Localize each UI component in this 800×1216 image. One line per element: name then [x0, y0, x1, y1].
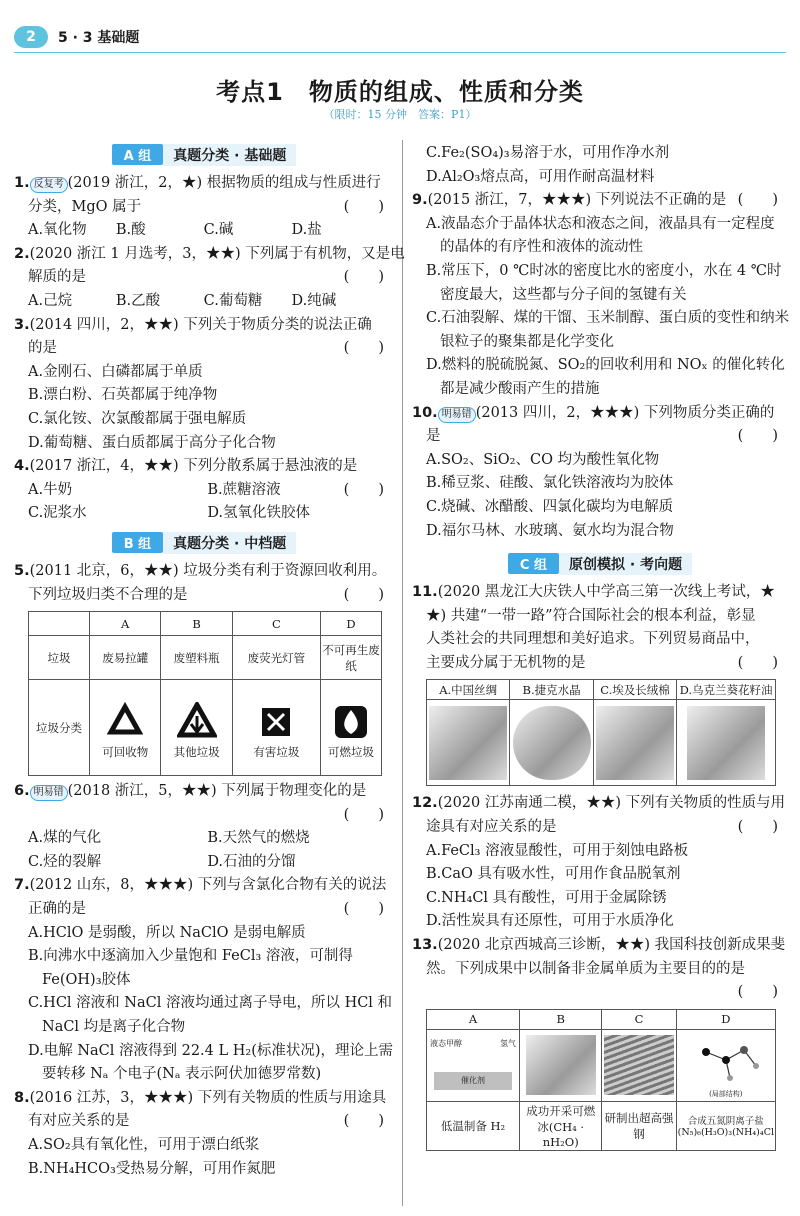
option: C.碱 [203, 222, 234, 239]
option: A.氧化物 [28, 222, 87, 239]
silk-photo [429, 706, 507, 780]
tag-error-prone: 明易错 [438, 407, 476, 423]
option: D.盐 [291, 222, 322, 239]
question-9: 9.(2015 浙江，7，★★★) 下列说法不正确的是 ( ) A.液晶态介于晶体状态和液态之间，液晶具有一定程度 的晶体的有序性和液体的流动性 B.常压下，0 ℃时冰的密度比水的密度小，水在 4 ℃时 密度最大，这些都与分子间的氢键有关 C.石油裂解、煤的干馏、玉米制醇、蛋白质的变性和纳米 银粒子的聚集都是化学变化 D.燃料的脱硫脱氮、SO₂的回收利用和 NOₓ 的催化转化 都是减少酸雨产生的措施 [412, 192, 790, 397]
group-a-header [14, 144, 394, 166]
page-number: 2 [14, 26, 48, 48]
question-5: 5.(2011 北京，6，★★) 垃圾分类有利于资源回收利用。 下列垃圾归类不合理的是 ( ) A B C D 垃圾 废易拉罐 废塑料瓶 废荧光灯管 不可再生废纸 垃圾分类 可回收物 其他垃圾 有害垃圾 可燃垃圾 [14, 560, 394, 776]
question-3: 3.(2014 四川，2，★★) 下列关于物质分类的说法正确 的是 ( ) A.金刚石、白磷都属于单质 B.漂白粉、石英都属于纯净物 C.氯化铵、次氯酸都属于强电解质 D.葡萄糖、蛋白质都属于高分子化合物 [14, 316, 384, 451]
crystal-photo [513, 706, 591, 780]
trade-goods-table: A.中国丝绸 B.捷克水晶 C.埃及长绒棉 D.乌克兰葵花籽油 [426, 679, 776, 786]
series-label: 5 · 3 基础题 [58, 30, 140, 46]
group-c-header [412, 553, 788, 575]
recycle-icon [105, 702, 145, 742]
question-7: 7.(2012 山东，8，★★★) 下列与含氯化合物有关的说法 正确的是 ( ) A.HClO 是弱酸，所以 NaClO 是弱电解质 B.向沸水中逐滴加入少量饱和 FeCl₃ 溶液，可制得 Fe(OH)₃胶体 C.HCl 溶液和 NaCl 溶液均通过离子导电，所以 HCl 和 NaCl 均是离子化合物 D.电解 NaCl 溶液得到 22.4 L H₂(标准状况)，理论上需 要转移 Nₐ 个电子(Nₐ 表示阿伏加德罗常数) [14, 877, 394, 1083]
hazardous-waste-icon [256, 702, 296, 742]
page-header [0, 0, 800, 62]
group-c-badge: C 组 [508, 553, 559, 574]
question-11: 11.(2020 黑龙江大庆铁人中学高三第一次线上考试，★ ★) 共建“一带一路”符合国际社会的根本利益，彰显 人类社会的共同理想和美好追求。下列贸易商品中， 主要成分属于无机物的是 ( ) A.中国丝绸 B.捷克水晶 C.埃及长绒棉 D.乌克兰葵花籽油 [412, 581, 788, 786]
question-8: 8.(2016 江苏，3，★★★) 下列有关物质的性质与用途具 有对应关系的是 ( ) A.SO₂具有氧化性，可用于漂白纸浆 B.NH₄HCO₃受热易分解，可用作氮肥 [14, 1089, 387, 1177]
question-4: 4.(2017 浙江，4，★★) 下列分散系属于悬浊液的是 ( ) A.牛奶 B.蔗糖溶液 C.泥浆水 D.氢氧化铁胶体 [14, 458, 384, 522]
group-c-title: 原创模拟 · 考向题 [559, 553, 692, 575]
option: B.酸 [115, 222, 146, 239]
sunflower-oil-photo [687, 706, 765, 780]
header-rule [14, 52, 786, 53]
question-1: 1. 反复考 (2019 浙江，2，★) 根据物质的组成与性质进行 分类，MgO 属于 ( ) A.氧化物 B.酸 C.碱 D.盐 [14, 172, 394, 243]
time-limit-note: （限时：15 分钟 答案：P1） [323, 108, 477, 121]
catalyst-diagram: 液态甲醇 氢气 催化剂 [428, 1034, 518, 1096]
group-a-title: 真题分类 · 基础题 [163, 144, 296, 166]
question-13: 13.(2020 北京西城高三诊断，★★) 我国科技创新成果斐 然。下列成果中以制备非金属单质为主要目的的是 ( ) A B C D 液态甲醇 氢气 催化剂 (局部结构) 低温制备 H₂ 成功开采可燃冰(CH₄ · nH₂O) 研制出超高强钢 合成五氮阴离子盐(N₅)₆(H₃O)₃(NH₄)₄Cl [412, 937, 786, 1149]
waste-classification-table: A B C D 垃圾 废易拉罐 废塑料瓶 废荧光灯管 不可再生废纸 垃圾分类 可回收物 其他垃圾 有害垃圾 可燃垃圾 [28, 611, 382, 776]
steel-photo [604, 1035, 674, 1095]
group-a-badge: A 组 [112, 144, 164, 165]
column-divider [402, 140, 403, 1206]
other-waste-icon [177, 702, 217, 742]
question-12: 12.(2020 江苏南通二模，★★) 下列有关物质的性质与用 途具有对应关系的是 ( ) A.FeCl₃ 溶液显酸性，可用于刻蚀电路板 B.CaO 具有吸水性，可用作食品脱氧剂 C.NH₄Cl 具有酸性，可用于金属除锈 D.活性炭具有还原性，可用于水质净化 [412, 795, 786, 930]
group-b-title: 真题分类 · 中档题 [163, 532, 296, 554]
question-2: 2.(2020 浙江 1 月选考，3，★★) 下列属于有机物，又是电 解质的是 ( ) A.己烷 B.乙酸 C.葡萄糖 D.纯碱 [14, 245, 405, 309]
question-10: 10. 明易错 (2013 四川，2，★★★) 下列物质分类正确的 是 ( ) A.SO₂、SiO₂、CO 均为酸性氧化物 B.稀豆浆、硅酸、氯化铁溶液均为胶体 C.烧碱、冰醋酸、四氯化碳均为电解质 D.福尔马林、水玻璃、氨水均为混合物 [412, 404, 778, 539]
group-b-header [14, 532, 394, 554]
page-title: 考点1 物质的组成、性质和分类 [216, 78, 584, 106]
left-column [14, 138, 405, 1181]
group-b-badge: B 组 [112, 532, 163, 553]
question-6: 6. 明易错 (2018 浙江，5，★★) 下列属于物理变化的是 ( ) A.煤的气化 B.天然气的燃烧 C.烃的裂解 D.石油的分馏 [14, 783, 384, 870]
combustible-ice-photo [526, 1035, 596, 1095]
molecule-structure-icon [686, 1032, 766, 1086]
tag-error-prone: 明易错 [30, 785, 68, 801]
right-column: C.Fe₂(SO₄)₃易溶于水，可用作净水剂 D.Al₂O₃熔点高，可用作耐高温材料 9.(2015 浙江，7，★★★) 下列说法不正确的是 ( ) A.液晶态介于晶体状态和液态之间，液晶具有一定程度 的晶体的有序性和液体的流动性 B.常压下，0 ℃时冰的密度比水的密度小，水在 4 ℃时 密度最大，这些都与分子间的氢键有关 C.石油裂解、煤的干馏、玉米制醇、蛋白质的变性和纳米 银粒子的聚集都是化学变化 D.燃料的脱硫脱氮、SO₂的回收利用和 NOₓ 的催化转化 都是减少酸雨产生的措施 10. 明易错 (2013 四川，2，★★★) 下列物质分类正确的 是 ( ) A.SO₂、SiO₂、CO 均为酸性氧化物 B.稀豆浆、硅酸、氯化铁溶液均为胶体 C.烧碱、冰醋酸、四氯化碳均为电解质 D.福尔马林、水玻璃、氨水均为混合物 C 组 原创模拟 · 考向题 11.(2020 黑龙江大庆铁人中学高三第一次线上考试，★ ★) 共建“一带一路”符合国际社会的根本利益，彰显 人类社会的共同理想和美好追求。下列贸易商品中， 主要成分属于无机物的是 ( ) A.中国丝绸 B.捷克水晶 C.埃及长绒棉 D.乌克兰葵花籽油 12.(2020 江苏南通二模，★★) 下列有关物质的性质与用 途具有对应关系的是 ( ) A.FeCl₃ 溶液显酸性，可用于刻蚀电路板 B.CaO 具有吸水性，可用作食品脱氧剂 C.NH₄Cl 具有酸性，可用于金属除锈 D.活性炭具有还原性，可用于水质净化 13.(2020 北京西城高三诊断，★★) 我国科技创新成果斐 然。下列成果中以制备非金属单质为主要目的的是 ( ) A B C D 液态甲醇 氢气 催化剂 (局部结构) 低温制备 H₂ 成功开采可燃冰(CH₄ · nH₂O) 研制出超高强钢 合成五氮阴离子盐(N₅)₆(H₃O)₃(NH₄)₄Cl [412, 145, 790, 1149]
combustible-waste-icon [331, 702, 371, 742]
tech-achievements-table: A B C D 液态甲醇 氢气 催化剂 (局部结构) 低温制备 H₂ 成功开采可燃冰(CH₄ · nH₂O) 研制出超高强钢 合成五氮阴离子盐(N₅)₆(H₃O)₃(NH₄)₄Cl [426, 1009, 776, 1151]
tag-frequent: 反复考 [30, 177, 68, 193]
cotton-photo [596, 706, 674, 780]
